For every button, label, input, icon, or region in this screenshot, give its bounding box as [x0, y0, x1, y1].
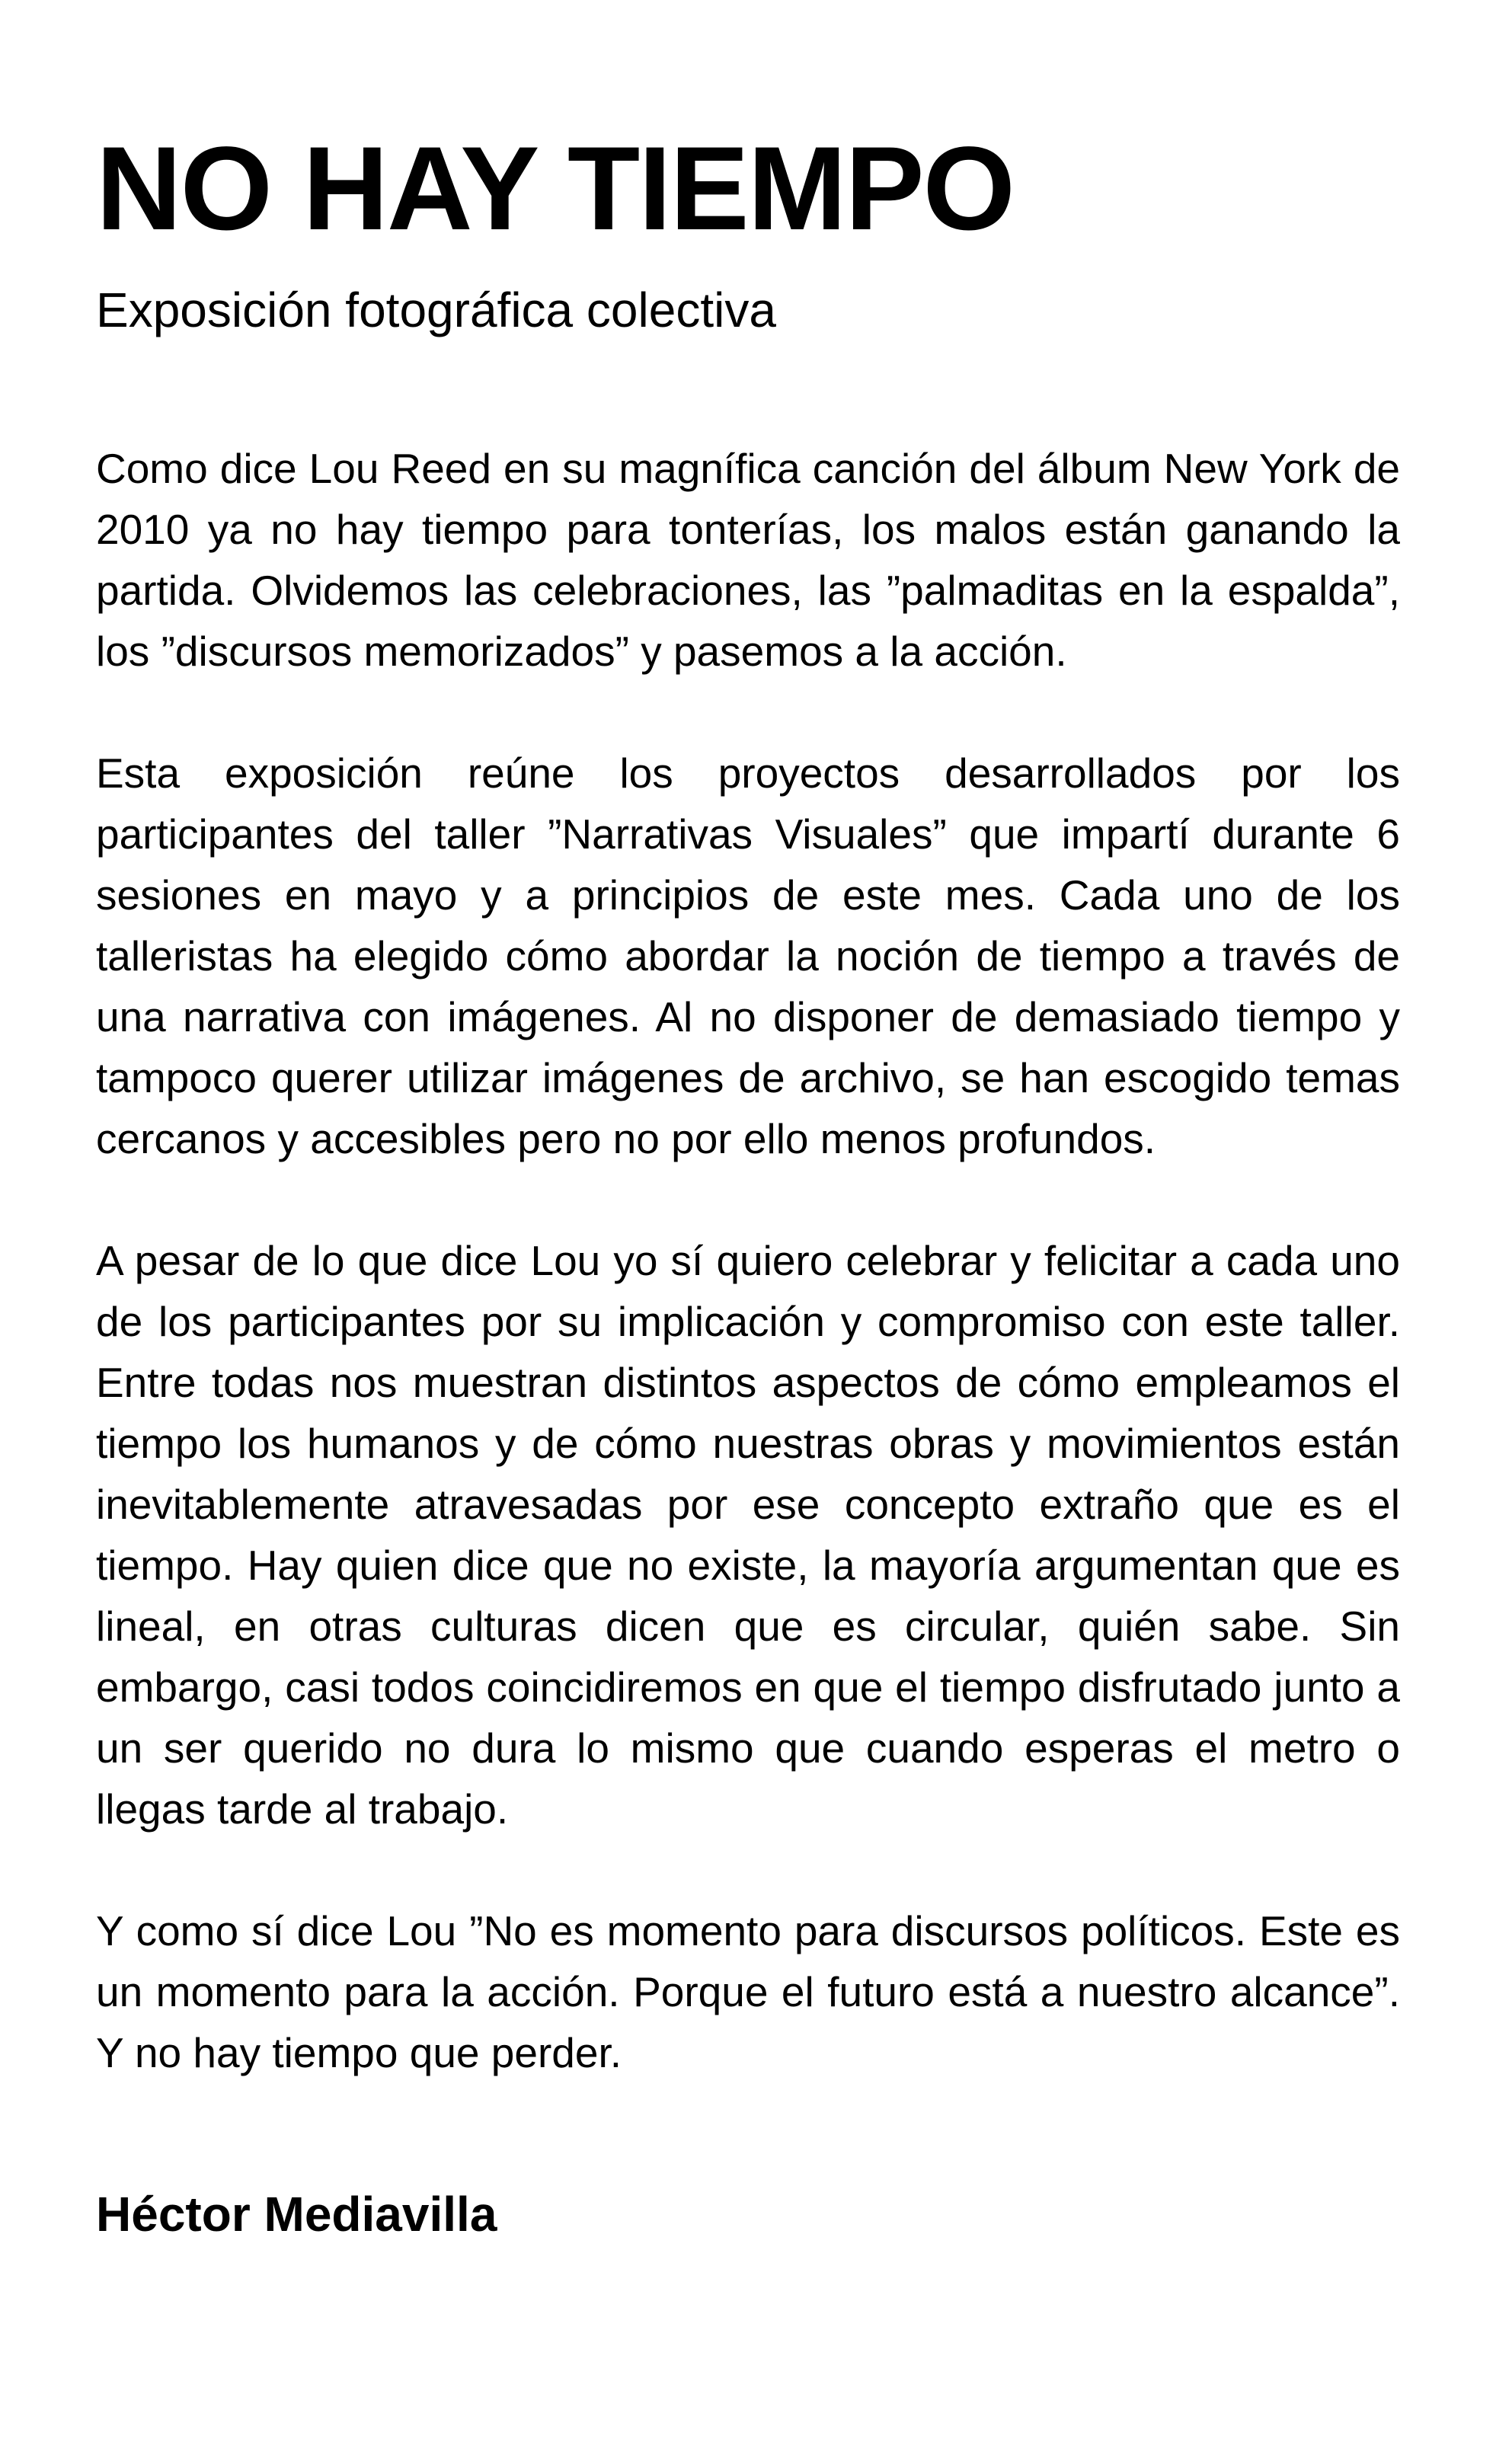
paragraph-2: Esta exposición reúne los proyectos desarrollados por los participantes del taller ”Narrativas Visuales” que impartí durante 6 sesiones en mayo y a principios de este mes. Cada uno de los talleristas ha elegido cómo abordar la noción de tiempo a través de una narrativa con imágenes. Al no disponer de demasiado tiempo y tampoco querer utilizar imágenes de archivo, se han escogido temas cercanos y accesibles pero no por ello menos profundos.: [96, 749, 1400, 1162]
paragraph-3: A pesar de lo que dice Lou yo sí quiero celebrar y felicitar a cada uno de los participantes por su implicación y compromiso con este taller. Entre todas nos muestran distintos aspectos de cómo empleamos el tiempo los humanos y de cómo nuestras obras y movimientos están inevitablemente atravesadas por ese concepto extraño que es el tiempo. Hay quien dice que no existe, la mayoría argumentan que es lineal, en otras culturas dicen que es circular, quién sabe. Sin embargo, casi todos coincidiremos en que el tiempo disfrutado junto a un ser querido no dura lo mismo que cuando esperas el metro o llegas tarde al trabajo.: [96, 1237, 1400, 1833]
author-signature: Héctor Mediavilla: [96, 2187, 497, 2242]
paragraph-4: Y como sí dice Lou ”No es momento para discursos políticos. Este es un momento para la acción. Porque el futuro está a nuestro alcance”. Y no hay tiempo que perder.: [96, 1907, 1400, 2076]
page-title: NO HAY TIEMPO: [96, 123, 1014, 255]
page-subtitle: Exposición fotográfica colectiva: [96, 283, 776, 337]
body-text: [96, 438, 1400, 2144]
paragraph-1: Como dice Lou Reed en su magnífica canción del álbum New York de 2010 ya no hay tiempo para tonterías, los malos están ganando la partida. Olvidemos las celebraciones, las ”palmaditas en la espalda”, los ”discursos memorizados” y pasemos a la acción.: [96, 445, 1400, 675]
